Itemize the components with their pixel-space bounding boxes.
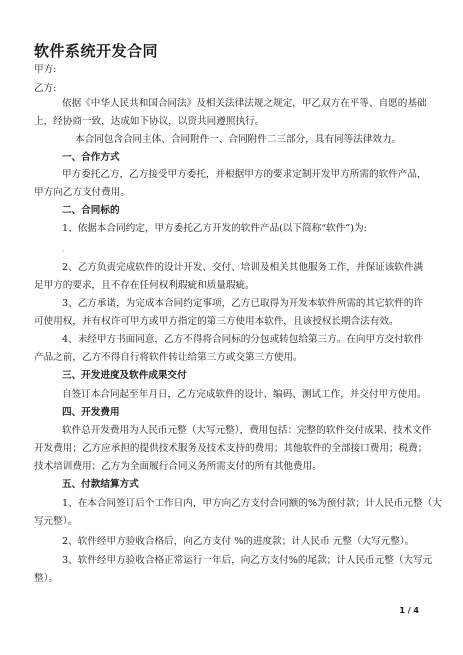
section-2-item-2-line-1: 2、乙方负责完成软件的设计开发、交付、培训及相关其他服务工作，并保证该软件满: [62, 262, 424, 273]
intro-paragraph-line-1: 依据《中华人民共和国合同法》及相关法律法规之规定，甲乙双方在平等、自愿的基础: [62, 98, 427, 109]
section-4-line-3: 技术培训费用；乙方为全面履行合同义务所需支付的所有其他费用。: [34, 461, 322, 472]
section-3-line-1: 自签订本合同起至年月日，乙方完成软件的设计、编码、测试工作，并交付甲方使用。: [62, 389, 427, 400]
section-2-item-4-line-2: 产品之前，乙方不得自行将软件转让给第三方或交第三方使用。: [34, 352, 303, 363]
section-5-item-3-line-2: 整）。: [34, 573, 58, 584]
intro-paragraph-line-3: 本合同包含合同主体、合同附件一、合同附件二三部分，具有同等法律效力。: [75, 134, 402, 145]
section-2-heading: 二、合同标的: [62, 205, 120, 216]
section-5-item-1-line-2: 写元整）。: [34, 516, 78, 527]
section-1-heading: 一、合作方式: [62, 152, 120, 163]
section-5-heading: 五、付款结算方式: [62, 479, 139, 490]
section-5-item-3-line-1: 3、软件经甲方验收合格正常运行一年后，向乙方支付%的尾款；计人民币元整（大写元: [62, 555, 433, 566]
section-2-item-1: 1、依据本合同约定，甲方委托乙方开发的软件产品(以下简称“软件”)为:: [62, 223, 367, 234]
party-b-line: 乙方:: [34, 83, 57, 94]
page-number: 1 / 4: [399, 606, 419, 615]
section-5-item-1-line-1: 1、在本合同签订后个工作日内，甲方向乙方支付合同额的%为预付款；计人民币元整（大: [62, 498, 442, 509]
section-1-line-1: 甲方委托乙方，乙方接受甲方委托，并根据甲方的要求定制开发甲方所需的软件产品，: [62, 169, 427, 180]
section-2-item-4-line-1: 4、未经甲方书面同意，乙方不得将合同标的分包或转包给第三方。在向甲方交付软件: [62, 334, 424, 345]
section-2-blank-mark: 。: [62, 246, 69, 253]
section-4-line-2: 开发费用；乙方应承担的提供技术服务及技术支持的费用；其他软件的全部接口费用；税费；: [34, 443, 428, 454]
section-1-line-2: 甲方向乙方支付费用。: [34, 187, 130, 198]
document-title: 软件系统开发合同: [34, 42, 159, 60]
section-4-line-1: 软件总开发费用为人民币元整（大写元整），费用包括：完整的软件交付成果、技术文件: [62, 425, 432, 436]
section-4-heading: 四、开发费用: [62, 407, 120, 418]
section-5-item-2-line-1: 2、软件经甲方验收合格后，向乙方支付 %的进度款；计人民币 元整（大写元整）。: [62, 536, 415, 547]
section-2-item-3-line-2: 可使用权，并有权许可甲方或甲方指定的第三方使用本软件，且该授权长期合法有效。: [34, 316, 399, 327]
section-2-item-3-line-1: 3、乙方承诺，为完成本合同约定事项，乙方已取得为开发本软件所需的其它软件的许: [62, 298, 424, 309]
intro-paragraph-line-2: 上，经协商一致，达成如下协议，以资共同遵照执行。: [34, 116, 265, 127]
section-2-item-2-line-2: 足甲方的要求，且不存在任何权利瑕疵和质量瑕疵。: [34, 280, 255, 291]
section-3-heading: 三、开发进度及软件成果交付: [62, 370, 187, 381]
party-a-line: 甲方:: [34, 64, 57, 75]
